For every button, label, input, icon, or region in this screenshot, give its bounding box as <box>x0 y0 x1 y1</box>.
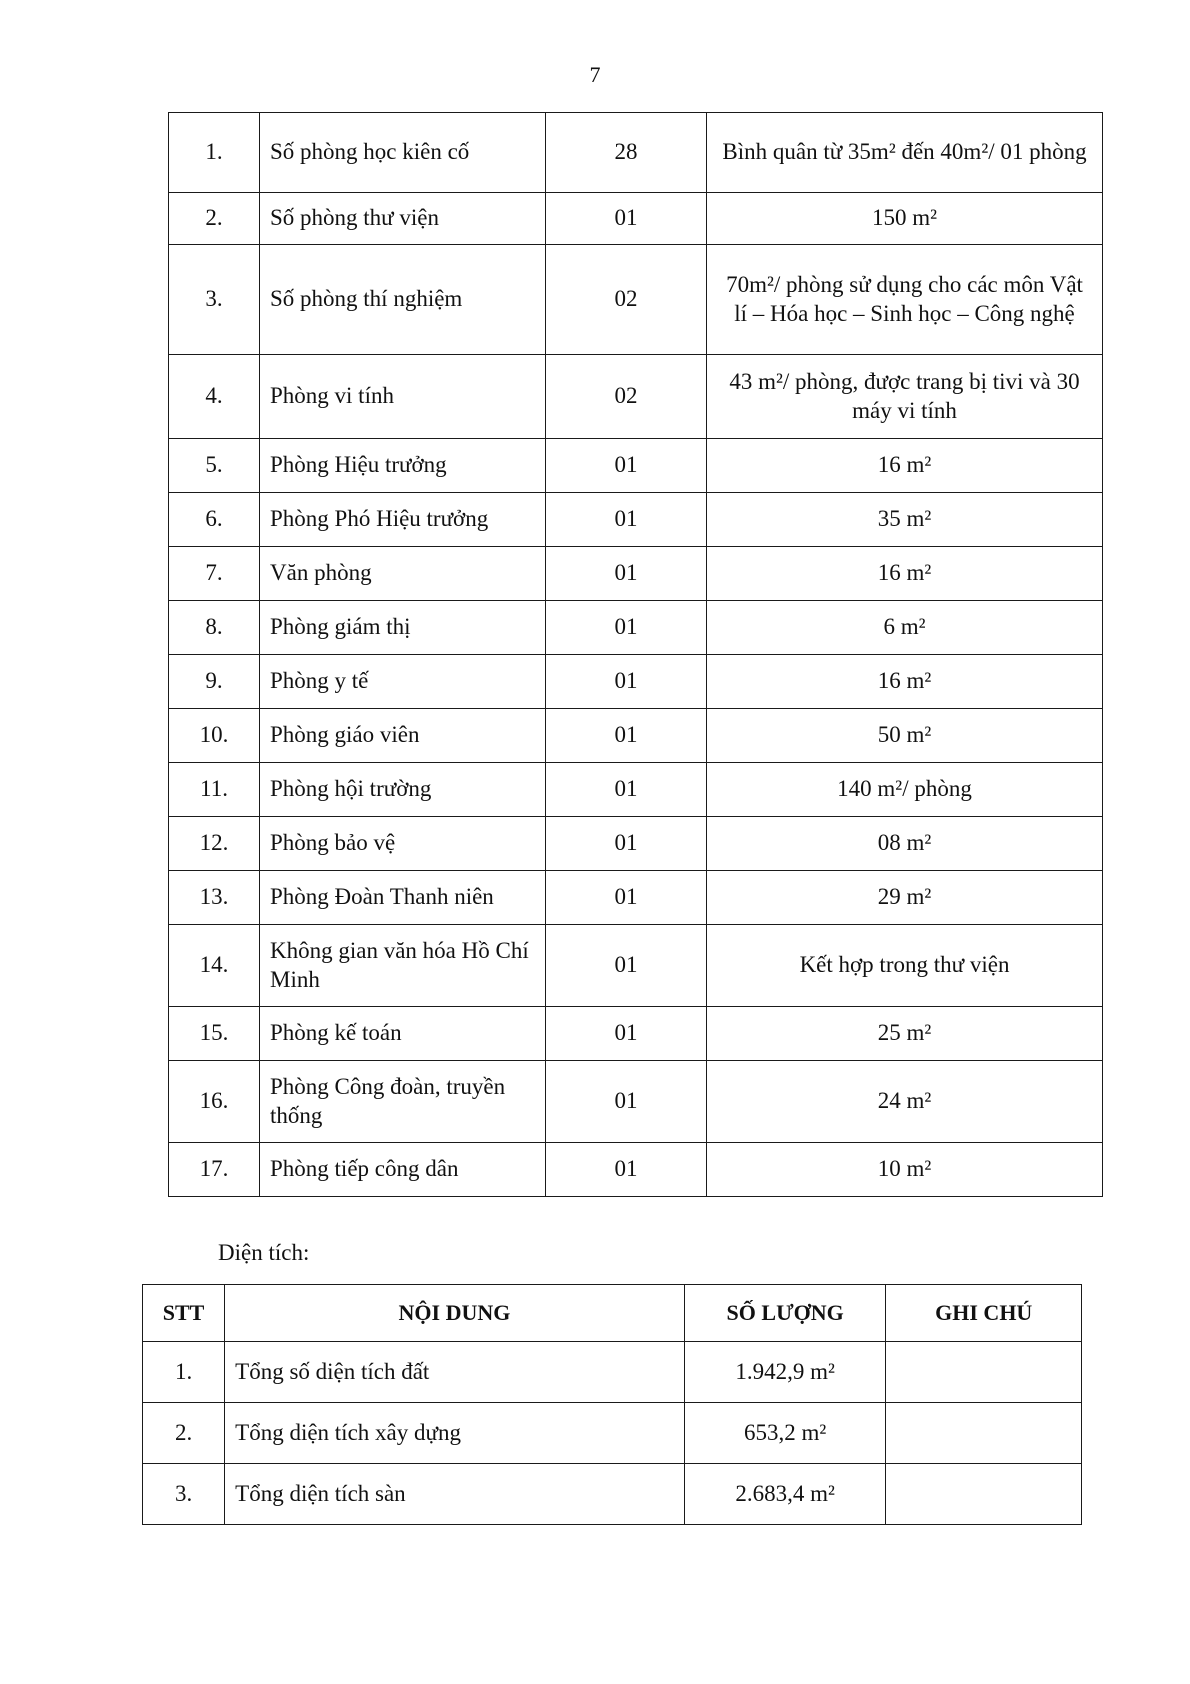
row-note <box>886 1342 1082 1403</box>
table-row <box>169 493 1103 547</box>
row-stt: 1. <box>169 113 260 193</box>
row-stt: 4. <box>169 355 260 439</box>
header-qty: SỐ LƯỢNG <box>684 1285 886 1342</box>
row-name: Phòng hội trường <box>260 763 546 817</box>
header-stt: STT <box>143 1285 225 1342</box>
area-table <box>142 1284 1082 1525</box>
row-stt: 10. <box>169 709 260 763</box>
table-row <box>169 193 1103 245</box>
table-row <box>169 925 1103 1007</box>
row-qty: 01 <box>546 1143 707 1197</box>
row-qty: 2.683,4 m² <box>684 1464 886 1525</box>
row-note: 50 m² <box>707 709 1103 763</box>
table-row <box>169 871 1103 925</box>
row-note: 25 m² <box>707 1007 1103 1061</box>
row-note: 24 m² <box>707 1061 1103 1143</box>
row-stt: 11. <box>169 763 260 817</box>
row-stt: 3. <box>143 1464 225 1525</box>
row-name: Số phòng thư viện <box>260 193 546 245</box>
table-row <box>169 1007 1103 1061</box>
table-row <box>169 113 1103 193</box>
row-note: 6 m² <box>707 601 1103 655</box>
row-qty: 01 <box>546 493 707 547</box>
row-stt: 6. <box>169 493 260 547</box>
row-qty: 01 <box>546 655 707 709</box>
row-note: 35 m² <box>707 493 1103 547</box>
row-qty: 01 <box>546 709 707 763</box>
row-stt: 15. <box>169 1007 260 1061</box>
row-qty: 653,2 m² <box>684 1403 886 1464</box>
row-note: 140 m²/ phòng <box>707 763 1103 817</box>
row-qty: 01 <box>546 763 707 817</box>
row-qty: 01 <box>546 1061 707 1143</box>
table-row <box>143 1464 1082 1525</box>
row-stt: 17. <box>169 1143 260 1197</box>
table-row <box>169 355 1103 439</box>
row-qty: 01 <box>546 193 707 245</box>
row-stt: 2. <box>143 1403 225 1464</box>
row-stt: 7. <box>169 547 260 601</box>
row-stt: 5. <box>169 439 260 493</box>
row-name: Phòng giáo viên <box>260 709 546 763</box>
row-qty: 01 <box>546 871 707 925</box>
table-row <box>169 245 1103 355</box>
row-stt: 3. <box>169 245 260 355</box>
row-name: Phòng kế toán <box>260 1007 546 1061</box>
header-content: NỘI DUNG <box>225 1285 685 1342</box>
row-note: Bình quân từ 35m² đến 40m²/ 01 phòng <box>707 113 1103 193</box>
row-qty: 02 <box>546 245 707 355</box>
row-note <box>886 1464 1082 1525</box>
row-name: Phòng vi tính <box>260 355 546 439</box>
row-stt: 9. <box>169 655 260 709</box>
table-row <box>169 1143 1103 1197</box>
row-name: Phòng Phó Hiệu trưởng <box>260 493 546 547</box>
row-stt: 8. <box>169 601 260 655</box>
row-qty: 01 <box>546 547 707 601</box>
row-qty: 1.942,9 m² <box>684 1342 886 1403</box>
table-row <box>169 763 1103 817</box>
row-name: Văn phòng <box>260 547 546 601</box>
row-name: Không gian văn hóa Hồ Chí Minh <box>260 925 546 1007</box>
page-number: 7 <box>589 62 601 87</box>
row-name: Phòng giám thị <box>260 601 546 655</box>
row-name: Phòng y tế <box>260 655 546 709</box>
table-row <box>169 1061 1103 1143</box>
table-row <box>169 655 1103 709</box>
row-note: 16 m² <box>707 439 1103 493</box>
row-note: 70m²/ phòng sử dụng cho các môn Vật lí – Hóa học – Sinh học – Công nghệ <box>707 245 1103 355</box>
row-note <box>886 1403 1082 1464</box>
row-name: Phòng bảo vệ <box>260 817 546 871</box>
row-name: Số phòng thí nghiệm <box>260 245 546 355</box>
row-stt: 16. <box>169 1061 260 1143</box>
row-note: 16 m² <box>707 655 1103 709</box>
table-row <box>169 601 1103 655</box>
row-name: Phòng Hiệu trưởng <box>260 439 546 493</box>
row-stt: 13. <box>169 871 260 925</box>
row-note: 29 m² <box>707 871 1103 925</box>
row-note: 43 m²/ phòng, được trang bị tivi và 30 máy vi tính <box>707 355 1103 439</box>
row-name: Phòng Đoàn Thanh niên <box>260 871 546 925</box>
table-row <box>143 1403 1082 1464</box>
table-row <box>169 439 1103 493</box>
row-note: 150 m² <box>707 193 1103 245</box>
row-stt: 14. <box>169 925 260 1007</box>
row-note: 16 m² <box>707 547 1103 601</box>
row-name: Số phòng học kiên cố <box>260 113 546 193</box>
row-note: 10 m² <box>707 1143 1103 1197</box>
row-qty: 01 <box>546 601 707 655</box>
row-qty: 01 <box>546 817 707 871</box>
row-stt: 1. <box>143 1342 225 1403</box>
row-qty: 28 <box>546 113 707 193</box>
facilities-table <box>168 112 1103 1197</box>
row-stt: 2. <box>169 193 260 245</box>
row-qty: 01 <box>546 439 707 493</box>
table-row <box>169 547 1103 601</box>
area-section-label: Diện tích: <box>218 1240 310 1265</box>
row-content: Tổng diện tích xây dựng <box>225 1403 685 1464</box>
table-header-row <box>143 1285 1082 1342</box>
row-qty: 01 <box>546 1007 707 1061</box>
row-qty: 02 <box>546 355 707 439</box>
row-name: Phòng tiếp công dân <box>260 1143 546 1197</box>
row-note: 08 m² <box>707 817 1103 871</box>
header-note: GHI CHÚ <box>886 1285 1082 1342</box>
table-row <box>169 817 1103 871</box>
row-qty: 01 <box>546 925 707 1007</box>
table-row <box>143 1342 1082 1403</box>
row-content: Tổng diện tích sàn <box>225 1464 685 1525</box>
row-content: Tổng số diện tích đất <box>225 1342 685 1403</box>
row-stt: 12. <box>169 817 260 871</box>
table-row <box>169 709 1103 763</box>
row-name: Phòng Công đoàn, truyền thống <box>260 1061 546 1143</box>
row-note: Kết hợp trong thư viện <box>707 925 1103 1007</box>
